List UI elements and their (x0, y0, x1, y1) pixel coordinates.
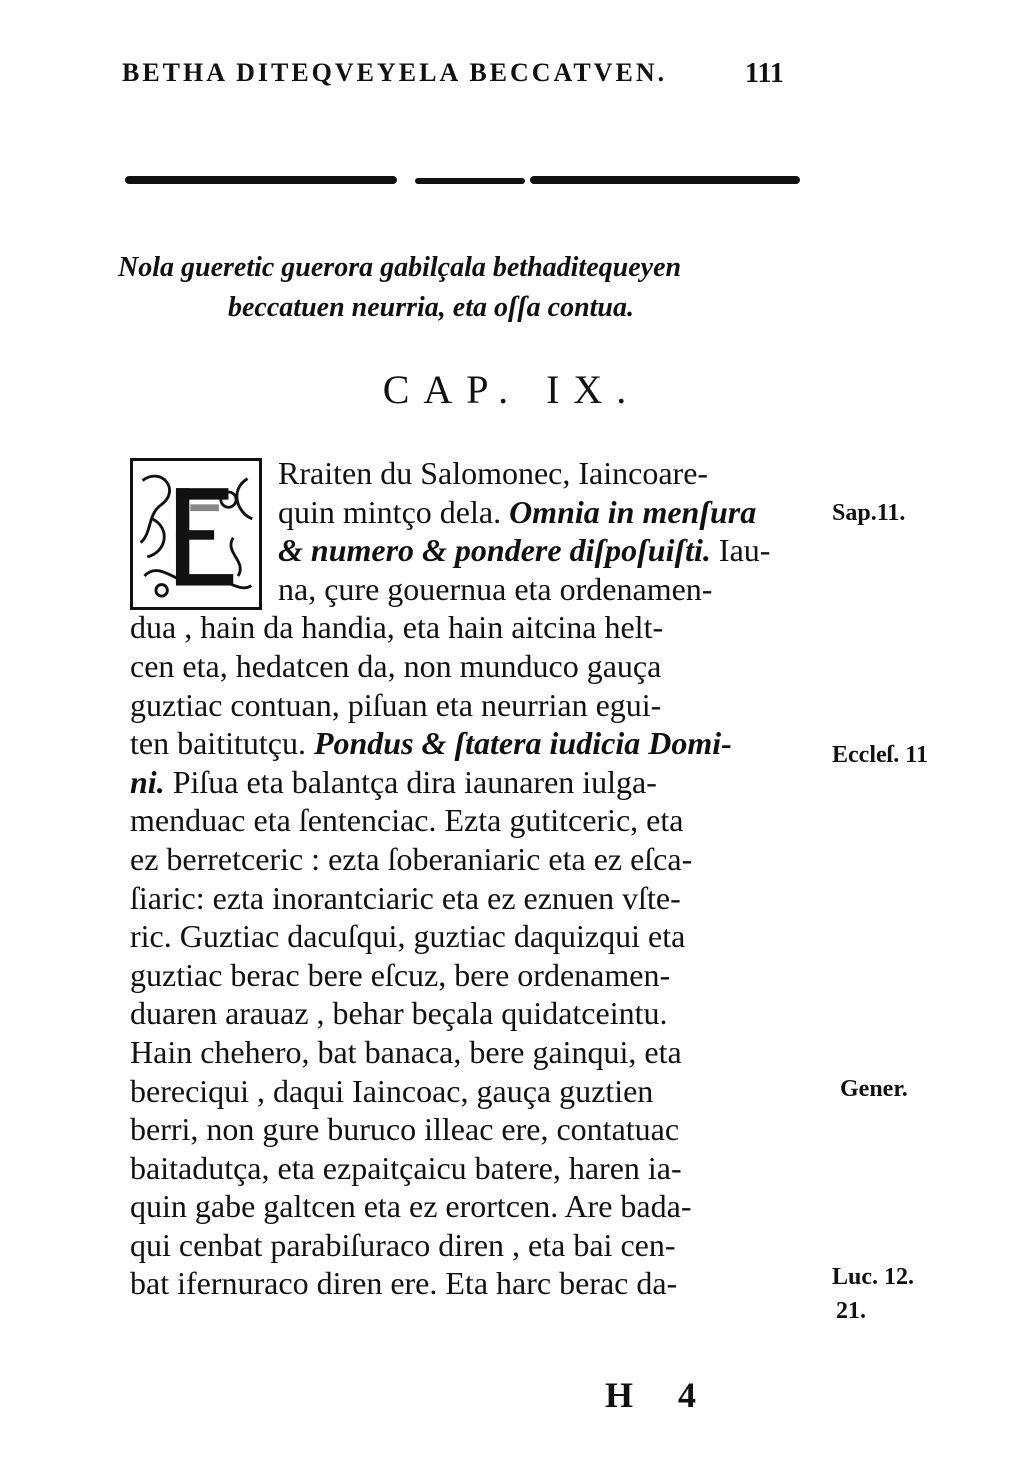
text-line: baitadutça, eta ezpaitçaicu batere, haren ia- (130, 1149, 682, 1186)
chapter-summary-line: beccatuen neurria, eta oſſa contua. (228, 292, 634, 323)
text-line: duaren arauaz , behar beçala quidatceintu. (130, 995, 668, 1032)
text-line: dua , hain da handia, eta hain aitcina helt- (130, 609, 664, 646)
signature-mark: H 4 (605, 1375, 715, 1415)
latin-quote: & numero & pondere diſpoſuiſti. (278, 532, 711, 569)
text-line-part: quin mintço dela. (278, 493, 510, 530)
text-line: ez berretceric : ezta ſoberaniaric eta ez eſca- (130, 840, 693, 877)
page-number: 111 (745, 58, 784, 89)
running-title: BETHA DITEQVEYELA BECCATVEN. (122, 58, 668, 87)
text-line (130, 724, 830, 763)
rule-segment (530, 176, 800, 184)
text-line: ſiaric: ezta inorantciaric eta ez eznuen vſte- (130, 879, 681, 916)
text-line: menduac eta ſentenciac. Ezta gutitceric, eta (130, 802, 684, 839)
text-line: berri, non gure buruco illeac ere, contatuac (130, 1111, 680, 1148)
text-line: guztiac berac bere eſcuz, bere ordenamen- (130, 956, 671, 993)
text-line (130, 763, 830, 802)
text-line: quin gabe galtcen eta ez erortcen. Are bada- (130, 1188, 692, 1225)
margin-note-luc-verse: 21. (836, 1298, 866, 1324)
margin-note-eccles: Eccleſ. 11 (832, 742, 928, 768)
text-line (130, 1303, 830, 1342)
chapter-heading: CAP. IX. (382, 367, 641, 412)
margin-note-gener: Gener. (840, 1076, 908, 1102)
rule-segment (415, 178, 525, 184)
text-line: na, çure gouernua eta ordenamen- (278, 570, 713, 607)
chapter-summary (100, 248, 860, 328)
ornamental-rule (125, 170, 800, 190)
text-line: bereciqui , daqui Iaincoac, gauça guztien (130, 1072, 654, 1109)
text-line-part: Iau- (710, 532, 771, 569)
margin-note-luc: Luc. 12. (832, 1264, 915, 1290)
latin-quote: Omnia in menſura (509, 493, 757, 530)
text-line: Hain chehero, bat banaca, bere gainqui, eta (130, 1033, 682, 1070)
latin-quote: Pondus & ſtatera iudicia Domi- (313, 725, 732, 762)
text-line: guztiac contuan, piſuan eta neurrian egui- (130, 686, 662, 723)
rule-segment (125, 176, 397, 184)
text-line (130, 531, 830, 570)
text-line (130, 493, 830, 532)
text-line: ric. Guztiac dacuſqui, guztiac daquizqui eta (130, 918, 686, 955)
body-text (130, 454, 830, 1342)
text-line-part: ten baititutçu. (130, 725, 314, 762)
text-line: cen eta, hedatcen da, non munduco gauça (130, 647, 662, 684)
text-line: bat ifernuraco diren ere. Eta harc berac da- (130, 1265, 678, 1302)
chapter-summary-line: Nola gueretic guerora gabilçala bethaditequeyen (118, 252, 682, 283)
text-line-part: Piſua eta balantça dira iaunaren iulga- (164, 763, 657, 800)
latin-quote: ni. (130, 763, 165, 800)
margin-note-sap: Sap.11. (832, 500, 906, 526)
text-line: Rraiten du Salomonec, Iaincoare- (278, 455, 709, 491)
text-line: qui cenbat parabiſuraco diren , eta bai cen- (130, 1226, 676, 1263)
